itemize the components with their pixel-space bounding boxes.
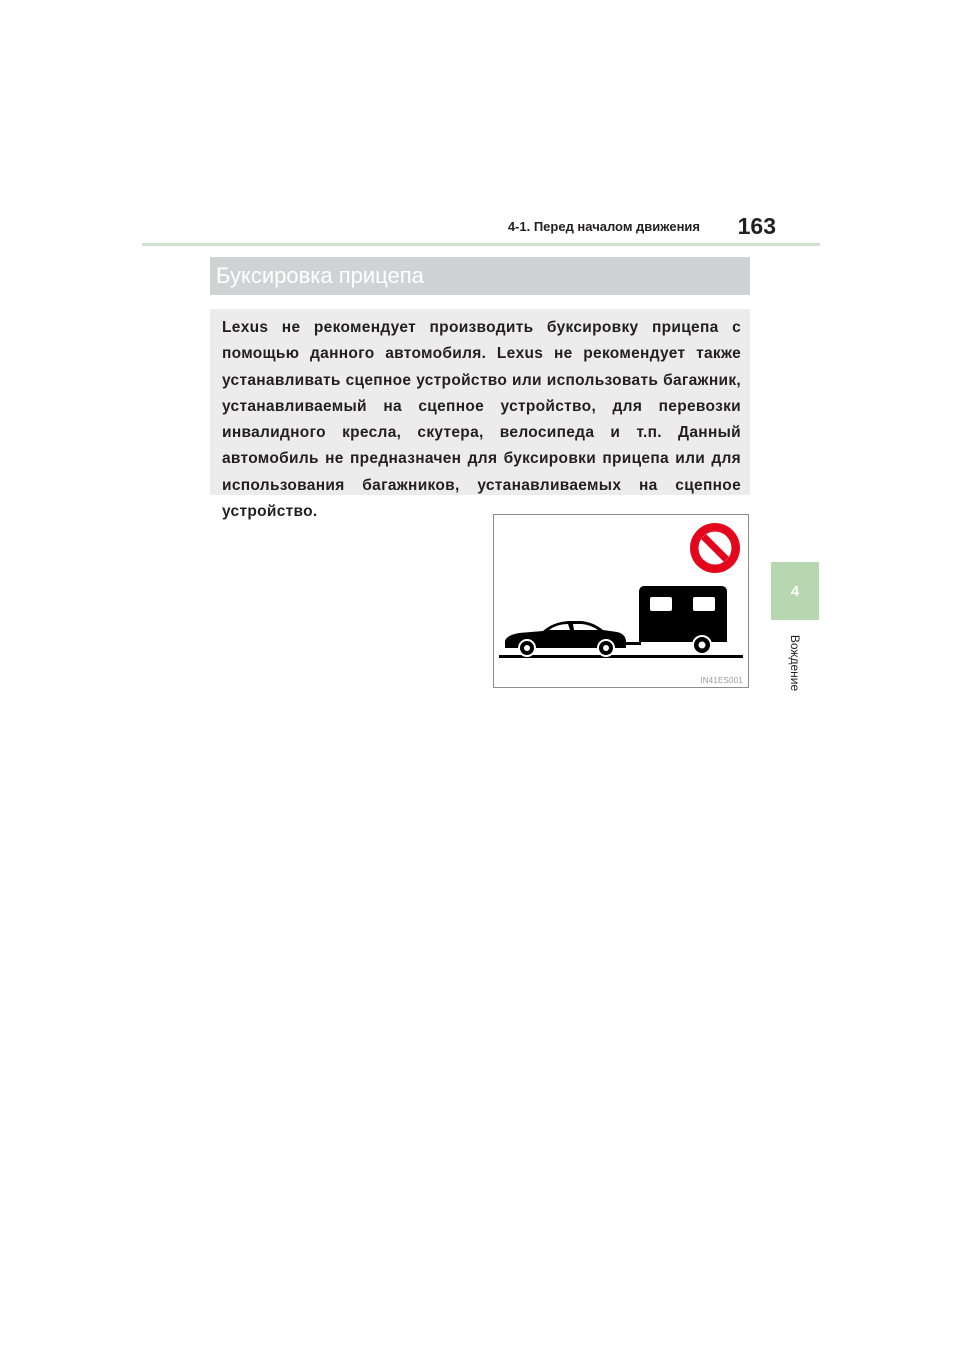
towing-illustration <box>493 514 749 688</box>
page-number: 163 <box>737 213 776 239</box>
header-divider <box>142 243 820 246</box>
figure-code: IN41ES001 <box>700 676 743 685</box>
section-title-bar <box>210 257 750 295</box>
ground-line <box>499 655 743 658</box>
warning-text: Lexus не рекомендует производить буксировку прицепа с помощью данного автомобиля. Lexus не рекомендует также устанавливать сцепное устройство или использовать багажник, устанавливаемый на сцепное устройство, для перевозки инвалидного кресла, скутера, велосипеда и т.п. Данный автомобиль не предназначен для буксировки прицепа или для использования багажников, устанавливаемых на сцепное устройство. <box>222 319 741 521</box>
header-section-title: 4-1. Перед началом движения <box>507 219 700 234</box>
illustration-canvas <box>493 514 749 688</box>
chapter-label-wrap <box>781 628 809 698</box>
chapter-tab-number: 4 <box>790 582 800 600</box>
prohibition-icon <box>690 523 740 573</box>
tow-hitch <box>625 642 641 645</box>
chapter-tab <box>771 562 819 620</box>
warning-box <box>210 309 750 521</box>
chapter-label: Вождение <box>788 634 802 692</box>
section-title: Буксировка прицепа <box>216 263 424 288</box>
